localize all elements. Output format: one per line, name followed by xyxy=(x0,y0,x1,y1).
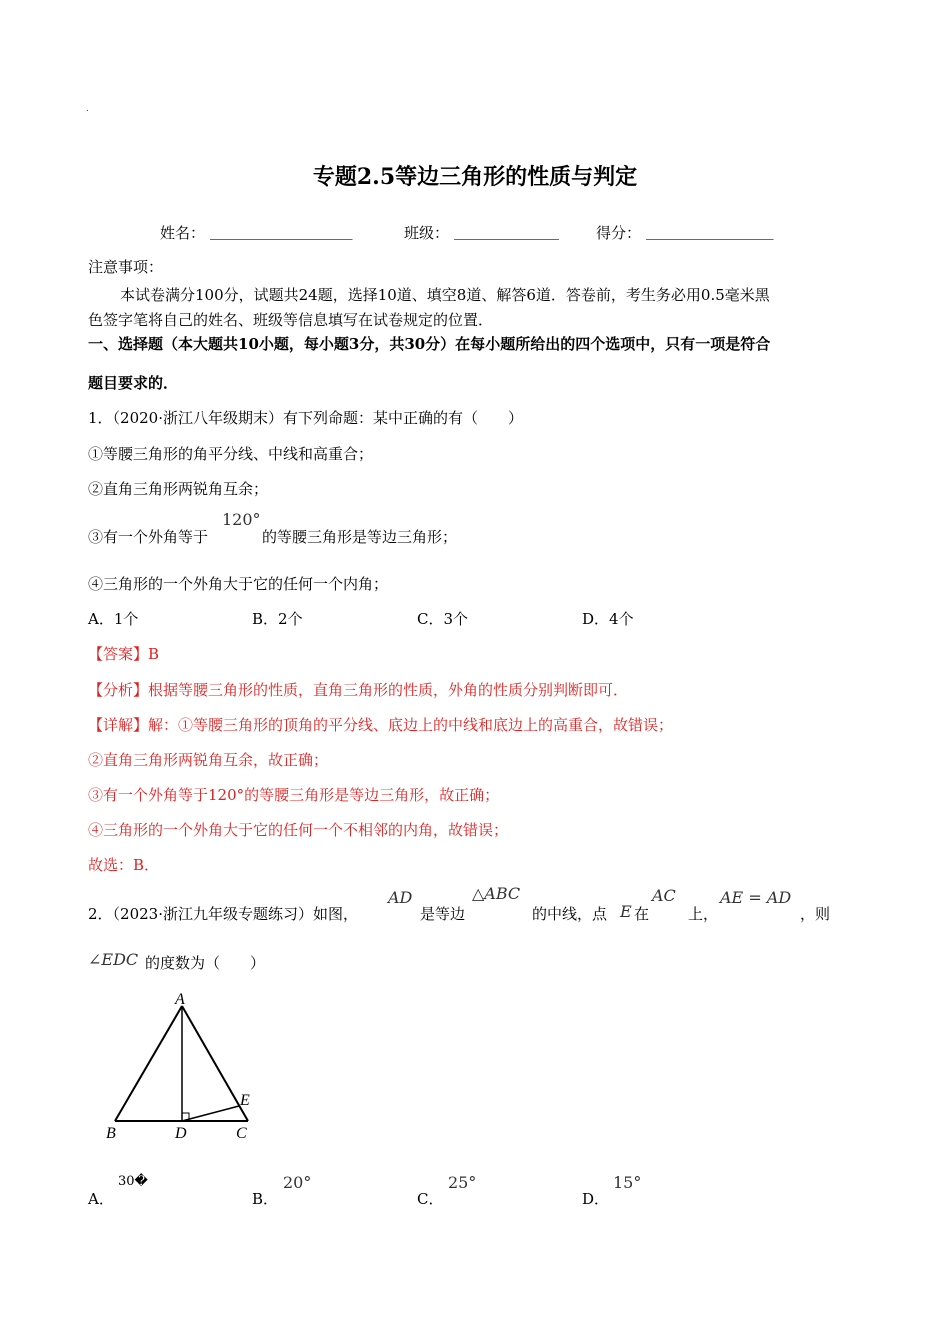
q1-option-a[interactable]: A．1个 xyxy=(88,610,139,628)
q1-stem: 1．（2020·浙江八年级期末）有下列命题：某中正确的有（ ） xyxy=(88,409,523,427)
q2-math-ac: AC xyxy=(652,886,676,905)
label-d: D xyxy=(175,1125,187,1142)
class-label: 班级： xyxy=(404,224,450,242)
page-title: 专题2.5等边三角形的性质与判定 xyxy=(312,164,638,190)
q2-stem-mid-3: 在 xyxy=(634,905,650,923)
notice-line-1: 本试卷满分100分，试题共24题，选择10道、填空8道、解答6道．答卷前，考生务必用0.5毫米黑 xyxy=(120,286,770,304)
q2-math-ad: AD xyxy=(388,888,413,907)
label-e: E xyxy=(240,1092,250,1109)
q2-stem-prefix: 2．（2023·浙江九年级专题练习）如图， xyxy=(88,905,358,923)
q2-stem-mid-5: ，则 xyxy=(800,905,831,923)
q1-statement-4: ④三角形的一个外角大于它的任何一个内角； xyxy=(88,575,389,593)
stray-mark: . xyxy=(86,104,89,114)
q2-option-b-letter[interactable]: B． xyxy=(252,1190,279,1208)
q1-detail-3: ③有一个外角等于120°的等腰三角形是等边三角形，故正确； xyxy=(88,786,500,804)
name-label: 姓名： xyxy=(160,224,206,242)
q1-detail-1-text: 解：①等腰三角形的顶角的平分线、底边上的中线和底边上的高重合，故错误； xyxy=(148,716,674,734)
q2-math-angle-edc: ∠EDC xyxy=(88,950,139,969)
q2-option-b-value: 20° xyxy=(283,1173,312,1192)
q2-option-c-letter[interactable]: C． xyxy=(417,1190,444,1208)
side-ab xyxy=(115,1006,182,1121)
q1-detail-4: ④三角形的一个外角大于它的任何一个不相邻的内角，故错误； xyxy=(88,821,509,839)
q1-option-c[interactable]: C．3个 xyxy=(417,610,469,628)
q1-analysis-text: 根据等腰三角形的性质，直角三角形的性质，外角的性质分别判断即可． xyxy=(148,681,629,699)
q2-math-e: E xyxy=(620,902,632,921)
q1-detail-2: ②直角三角形两锐角互余，故正确； xyxy=(88,751,329,769)
q2-math-triangle-abc: △ABC xyxy=(472,884,521,903)
q1-detail-1 xyxy=(88,714,673,735)
class-blank[interactable]: ______________ xyxy=(454,222,559,240)
name-blank[interactable]: ___________________ xyxy=(210,222,353,240)
q1-statement-2: ②直角三角形两锐角互余； xyxy=(88,480,269,498)
section-heading-line-1: 一、选择题（本大题共10小题，每小题3分，共30分）在每小题所给出的四个选项中，只有一项是符合 xyxy=(88,335,771,353)
segment-de xyxy=(182,1106,239,1121)
section-heading-line-2: 题目要求的． xyxy=(88,374,179,392)
q2-option-d-value: 15° xyxy=(613,1173,642,1192)
q1-statement-3-prefix: ③有一个外角等于 xyxy=(88,528,209,546)
q1-statement-3-suffix: 的等腰三角形是等边三角形； xyxy=(262,528,458,546)
label-c: C xyxy=(236,1125,247,1142)
q1-option-d[interactable]: D．4个 xyxy=(582,610,634,628)
q2-stem-mid-2: 的中线，点 xyxy=(532,905,608,923)
score-label: 得分： xyxy=(596,224,642,242)
q1-option-b[interactable]: B．2个 xyxy=(252,610,303,628)
notice-line-2: 色签字笔将自己的姓名、班级等信息填写在试卷规定的位置． xyxy=(88,311,494,329)
label-b: B xyxy=(106,1125,116,1142)
q2-option-a-value: 30� xyxy=(118,1174,148,1189)
q2-option-a-letter[interactable]: A． xyxy=(88,1190,114,1208)
side-ac xyxy=(182,1006,248,1121)
q1-detail-tag: 【详解】 xyxy=(88,716,149,734)
score-blank[interactable]: _________________ xyxy=(646,222,774,240)
q1-answer: 【答案】B xyxy=(88,645,160,663)
q1-statement-1: ①等腰三角形的角平分线、中线和高重合； xyxy=(88,445,374,463)
q1-statement-3-math: 120° xyxy=(222,510,261,529)
q1-conclusion: 故选：B． xyxy=(88,856,160,874)
q2-triangle-figure xyxy=(100,988,275,1148)
notice-heading: 注意事项： xyxy=(88,258,164,276)
q2-option-c-value: 25° xyxy=(448,1173,477,1192)
label-a: A xyxy=(175,991,185,1008)
q1-analysis xyxy=(88,679,628,700)
q2-stem-mid-1: 是等边 xyxy=(420,905,466,923)
q2-stem-mid-4: 上， xyxy=(688,905,719,923)
q2-math-ae-eq-ad: AE = AD xyxy=(720,888,792,907)
q2-option-d-letter[interactable]: D． xyxy=(582,1190,610,1208)
q2-line-2: 的度数为（ ） xyxy=(145,954,266,972)
q1-analysis-tag: 【分析】 xyxy=(88,681,149,699)
